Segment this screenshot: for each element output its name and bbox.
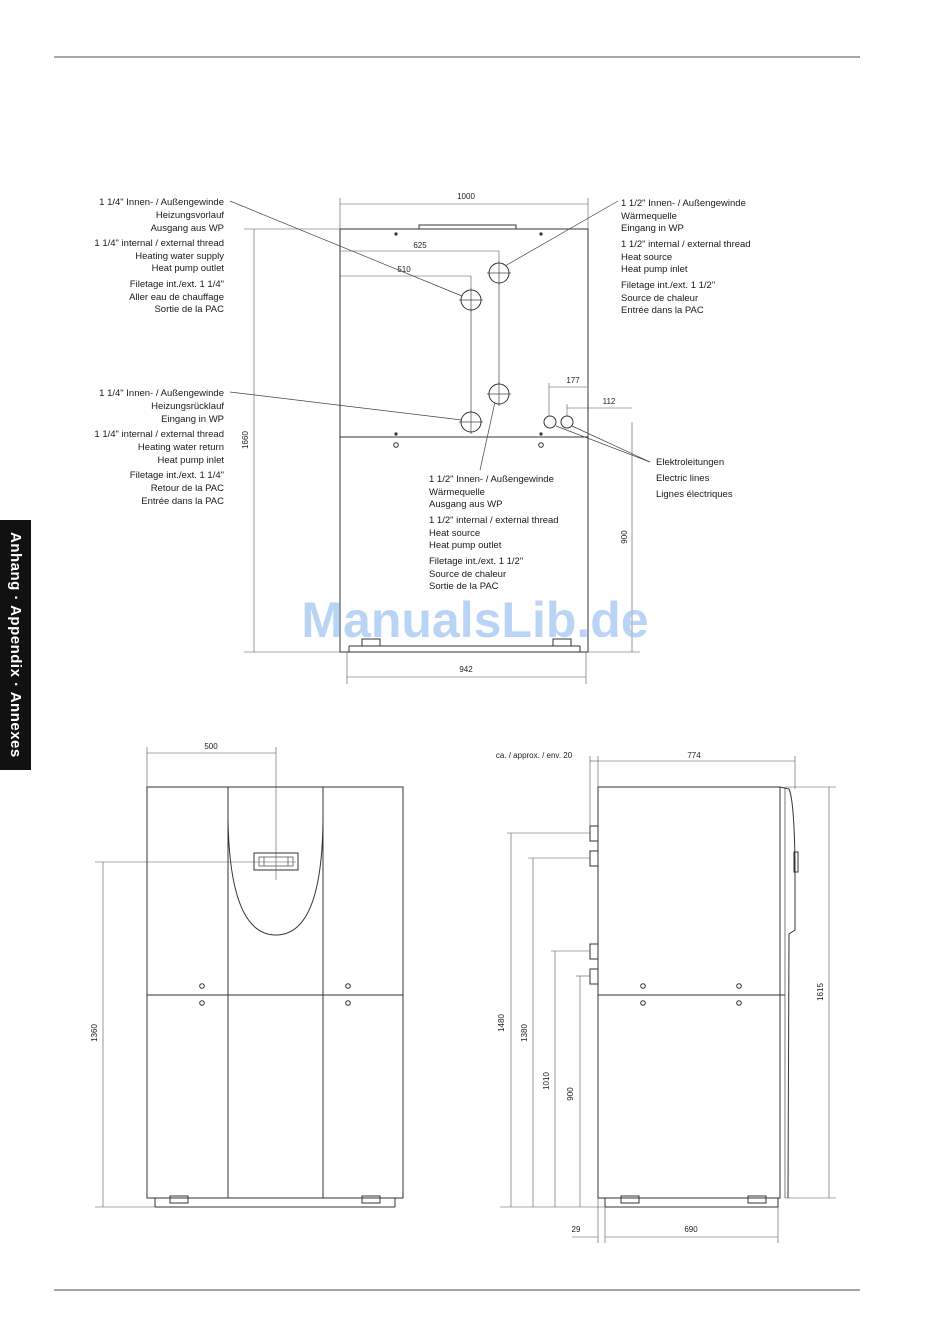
svg-text:1 1/2" internal / external thr: 1 1/2" internal / external thread xyxy=(621,239,751,250)
dim-height-1660: 1660 xyxy=(241,431,250,449)
dim-height-1360: 1360 xyxy=(90,1024,99,1042)
label-electric-lines xyxy=(656,457,733,500)
svg-text:Heating water supply: Heating water supply xyxy=(135,251,224,262)
svg-text:Wärmequelle: Wärmequelle xyxy=(621,211,677,222)
label-heating-return xyxy=(94,388,224,507)
svg-text:Heat source: Heat source xyxy=(429,528,481,539)
svg-text:1 1/2" Innen- / Außengewinde: 1 1/2" Innen- / Außengewinde xyxy=(621,198,746,209)
dim-900-top: 900 xyxy=(620,530,629,544)
dim-112: 112 xyxy=(602,397,616,406)
svg-text:Lignes électriques: Lignes électriques xyxy=(656,489,733,500)
dim-base-942: 942 xyxy=(459,665,473,674)
svg-text:1 1/2" internal / external thr: 1 1/2" internal / external thread xyxy=(429,515,559,526)
svg-text:Filetage int./ext. 1 1/2": Filetage int./ext. 1 1/2" xyxy=(429,556,524,567)
front-view-cabinet xyxy=(147,787,403,1198)
svg-text:Aller eau de chauffage: Aller eau de chauffage xyxy=(129,292,224,303)
svg-text:Sortie de la PAC: Sortie de la PAC xyxy=(429,581,499,592)
electric-gland-2 xyxy=(561,416,573,428)
top-view-top-cap xyxy=(419,225,516,229)
svg-text:Heat source: Heat source xyxy=(621,252,673,263)
svg-text:Entrée dans la PAC: Entrée dans la PAC xyxy=(621,305,704,316)
svg-text:Eingang in WP: Eingang in WP xyxy=(621,223,684,234)
svg-text:Electric lines: Electric lines xyxy=(656,473,710,484)
electric-gland-1 xyxy=(544,416,556,428)
dim-29: 29 xyxy=(571,1225,581,1234)
section-side-tab xyxy=(0,520,31,770)
section-side-tab-label: Anhang · Appendix · Annexes xyxy=(7,532,24,758)
pipe-supply-connector xyxy=(459,288,483,312)
pipe-source-out-connector xyxy=(487,382,511,406)
svg-text:Elektroleitungen: Elektroleitungen xyxy=(656,457,725,468)
front-view xyxy=(90,742,403,1207)
label-heat-source-inlet xyxy=(621,198,751,316)
label-heating-supply xyxy=(94,197,224,315)
svg-text:Filetage int./ext. 1 1/4": Filetage int./ext. 1 1/4" xyxy=(129,279,224,290)
side-view-cabinet xyxy=(598,787,780,1198)
dim-1380: 1380 xyxy=(520,1024,529,1042)
svg-text:Ausgang aus WP: Ausgang aus WP xyxy=(150,223,224,234)
svg-text:Retour de la PAC: Retour de la PAC xyxy=(150,483,224,494)
dim-900-side: 900 xyxy=(566,1087,575,1101)
svg-text:Heat pump outlet: Heat pump outlet xyxy=(429,540,502,551)
svg-text:Ausgang aus WP: Ausgang aus WP xyxy=(429,499,503,510)
svg-text:Source de chaleur: Source de chaleur xyxy=(621,293,699,304)
dim-width-1000: 1000 xyxy=(457,192,475,201)
dim-1615: 1615 xyxy=(816,983,825,1001)
svg-text:Filetage int./ext. 1 1/2": Filetage int./ext. 1 1/2" xyxy=(621,280,716,291)
dim-depth-774: 774 xyxy=(687,751,701,760)
svg-text:Eingang in WP: Eingang in WP xyxy=(161,414,224,425)
svg-text:Filetage int./ext. 1 1/4": Filetage int./ext. 1 1/4" xyxy=(129,470,224,481)
svg-text:Sortie de la PAC: Sortie de la PAC xyxy=(154,304,224,315)
dim-500: 500 xyxy=(204,742,218,751)
svg-text:1 1/4" internal / external thr: 1 1/4" internal / external thread xyxy=(94,429,224,440)
svg-text:1 1/2" Innen- / Außengewinde: 1 1/2" Innen- / Außengewinde xyxy=(429,474,554,485)
dim-1480: 1480 xyxy=(497,1014,506,1032)
svg-text:Heizungsvorlauf: Heizungsvorlauf xyxy=(155,210,224,221)
dim-177: 177 xyxy=(566,376,580,385)
svg-text:Source de chaleur: Source de chaleur xyxy=(429,569,507,580)
dim-approx-20: ca. / approx. / env. 20 xyxy=(495,751,573,760)
side-view xyxy=(496,751,836,1243)
front-panel-dome xyxy=(228,787,323,935)
svg-text:1 1/4" Innen- / Außengewinde: 1 1/4" Innen- / Außengewinde xyxy=(99,197,224,208)
svg-text:Entrée dans la PAC: Entrée dans la PAC xyxy=(141,496,224,507)
dim-690: 690 xyxy=(684,1225,698,1234)
label-heat-source-outlet xyxy=(429,474,559,592)
svg-text:Heating water return: Heating water return xyxy=(137,442,224,453)
watermark: ManualsLib.de xyxy=(301,592,649,648)
svg-text:Heat pump inlet: Heat pump inlet xyxy=(157,455,224,466)
svg-text:Wärmequelle: Wärmequelle xyxy=(429,487,485,498)
svg-text:Heat pump inlet: Heat pump inlet xyxy=(621,264,688,275)
svg-text:Heizungsrücklauf: Heizungsrücklauf xyxy=(151,401,224,412)
dim-1010: 1010 xyxy=(542,1072,551,1090)
svg-text:Heat pump outlet: Heat pump outlet xyxy=(151,263,224,274)
dim-510: 510 xyxy=(397,265,411,274)
svg-text:1 1/4" Innen- / Außengewinde: 1 1/4" Innen- / Außengewinde xyxy=(99,388,224,399)
svg-text:1 1/4" internal / external thr: 1 1/4" internal / external thread xyxy=(94,238,224,249)
pipe-return-connector xyxy=(459,410,483,434)
side-rear-panel xyxy=(780,787,795,1198)
dim-625: 625 xyxy=(413,241,427,250)
